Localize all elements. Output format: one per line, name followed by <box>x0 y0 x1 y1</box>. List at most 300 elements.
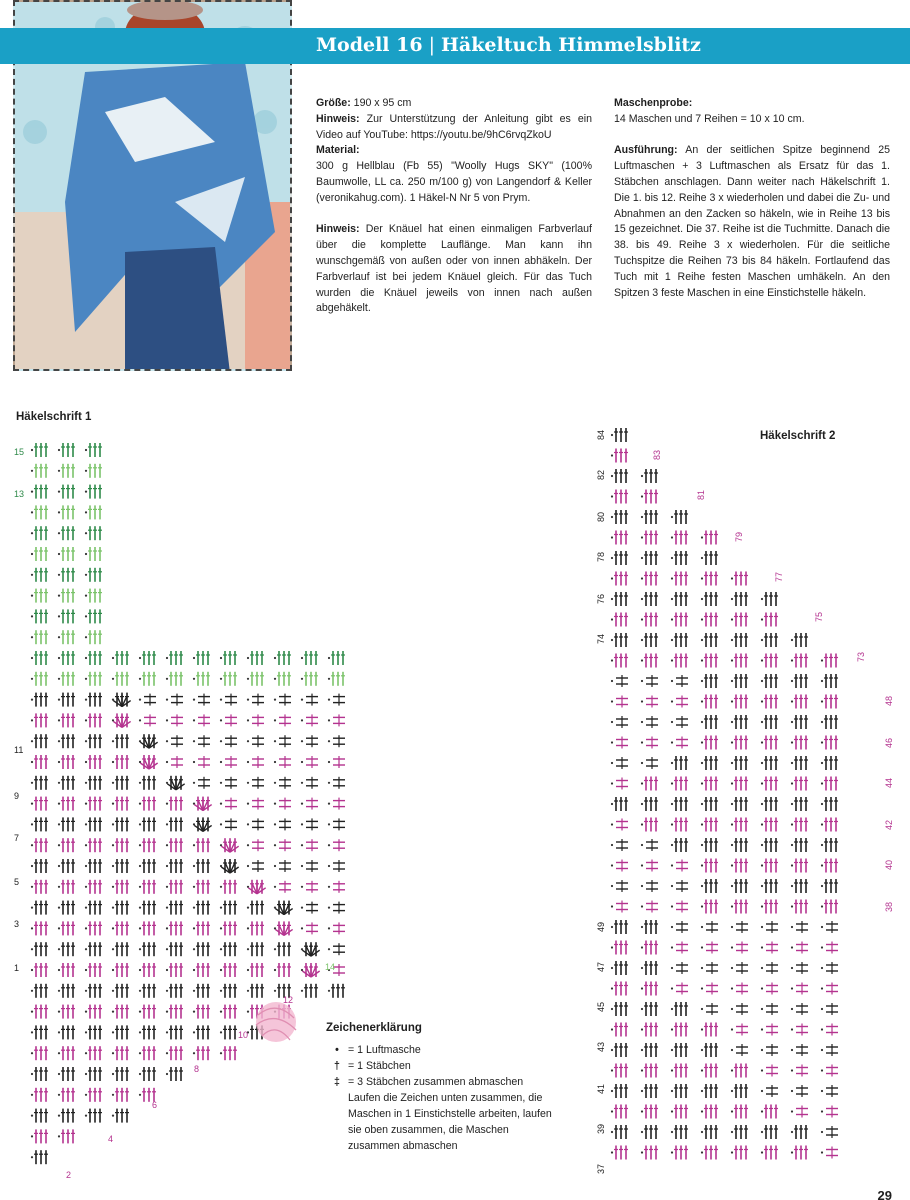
chain-dot <box>193 969 195 971</box>
chain-dot <box>761 1008 763 1010</box>
chain-dot <box>641 823 643 825</box>
chain-dot <box>31 1011 33 1013</box>
chain-dot <box>731 967 733 969</box>
chain-dot <box>301 907 303 909</box>
chain-dot <box>274 803 276 805</box>
chain-dot <box>58 595 60 597</box>
chain-dot <box>85 907 87 909</box>
page-title: Modell 16 | Häkeltuch Himmelsblitz <box>316 34 701 56</box>
chain-dot <box>31 699 33 701</box>
chain-dot <box>641 885 643 887</box>
chain-dot <box>328 678 330 680</box>
chain-dot <box>731 946 733 948</box>
chain-dot <box>671 1049 673 1051</box>
chain-dot <box>761 926 763 928</box>
chain-dot <box>166 990 168 992</box>
row-label: 1 <box>14 963 20 973</box>
chain-dot <box>641 1069 643 1071</box>
chain-dot <box>139 907 141 909</box>
chain-dot <box>821 864 823 866</box>
chain-dot <box>671 967 673 969</box>
chain-dot <box>611 967 613 969</box>
row-label: 78 <box>596 551 606 562</box>
chain-dot <box>220 969 222 971</box>
chain-dot <box>641 1090 643 1092</box>
chain-dot <box>220 927 222 929</box>
chain-dot <box>220 740 222 742</box>
row-label: 15 <box>14 447 25 457</box>
chain-dot <box>641 639 643 641</box>
chain-dot <box>58 761 60 763</box>
chain-dot <box>58 1094 60 1096</box>
chain-dot <box>139 657 141 659</box>
chain-dot <box>641 495 643 497</box>
chain-dot <box>58 470 60 472</box>
chain-dot <box>701 1151 703 1153</box>
chain-dot <box>58 678 60 680</box>
chain-dot <box>671 1028 673 1030</box>
chain-dot <box>31 761 33 763</box>
chain-dot <box>31 553 33 555</box>
chain-dot <box>112 761 114 763</box>
row-label: 84 <box>596 429 606 440</box>
chain-dot <box>701 536 703 538</box>
chain-dot <box>611 1069 613 1071</box>
chain-dot <box>139 1052 141 1054</box>
chain-dot <box>166 1073 168 1075</box>
chain-dot <box>31 636 33 638</box>
chain-dot <box>731 741 733 743</box>
row-label: 40 <box>884 859 894 870</box>
chain-dot <box>611 946 613 948</box>
chain-dot <box>671 864 673 866</box>
chain-dot <box>31 782 33 784</box>
chain-dot <box>641 475 643 477</box>
chain-dot <box>139 1011 141 1013</box>
chain-dot <box>821 700 823 702</box>
chain-dot <box>671 844 673 846</box>
chain-dot <box>731 598 733 600</box>
chain-dot <box>731 639 733 641</box>
chain-dot <box>701 557 703 559</box>
chain-dot <box>611 1028 613 1030</box>
chain-dot <box>112 865 114 867</box>
chain-dot <box>611 659 613 661</box>
chain-dot <box>193 886 195 888</box>
chain-dot <box>112 1011 114 1013</box>
chain-dot <box>58 782 60 784</box>
chain-dot <box>611 762 613 764</box>
chain-dot <box>731 577 733 579</box>
chain-dot <box>731 700 733 702</box>
chain-dot <box>821 1069 823 1071</box>
chain-dot <box>31 823 33 825</box>
chain-dot <box>166 740 168 742</box>
chain-dot <box>58 491 60 493</box>
chain-dot <box>641 782 643 784</box>
chain-dot <box>328 844 330 846</box>
chain-dot <box>671 1151 673 1153</box>
chain-dot <box>112 990 114 992</box>
chain-dot <box>85 1052 87 1054</box>
chain-dot <box>701 946 703 948</box>
chain-dot <box>731 762 733 764</box>
chain-dot <box>166 948 168 950</box>
row-label: 6 <box>152 1100 158 1110</box>
chain-dot <box>821 823 823 825</box>
chain-dot <box>821 680 823 682</box>
chain-dot <box>328 719 330 721</box>
chain-dot <box>31 657 33 659</box>
chain-dot <box>274 948 276 950</box>
chain-dot <box>274 823 276 825</box>
chain-dot <box>58 699 60 701</box>
chain-dot <box>731 885 733 887</box>
chain-dot <box>761 905 763 907</box>
chain-dot <box>193 1052 195 1054</box>
chain-dot <box>247 948 249 950</box>
chain-dot <box>641 1131 643 1133</box>
chain-dot <box>611 844 613 846</box>
chain-dot <box>761 1090 763 1092</box>
chain-dot <box>701 618 703 620</box>
chain-dot <box>166 761 168 763</box>
cluster-stitch-icon: ‡ <box>334 1076 340 1088</box>
chain-dot <box>139 990 141 992</box>
chain-dot <box>761 1131 763 1133</box>
chain-dot <box>193 678 195 680</box>
chain-dot <box>139 1073 141 1075</box>
chain-dot <box>139 1031 141 1033</box>
chain-dot <box>85 615 87 617</box>
chain-dot <box>701 1028 703 1030</box>
chain-dot <box>671 680 673 682</box>
chain-dot <box>791 1090 793 1092</box>
chain-dot <box>301 699 303 701</box>
chain-dot <box>641 762 643 764</box>
chain-dot <box>247 657 249 659</box>
chain-dot <box>791 680 793 682</box>
chain-dot <box>611 1151 613 1153</box>
chain-dot <box>112 969 114 971</box>
chain-dot <box>112 927 114 929</box>
chain-dot <box>731 1049 733 1051</box>
chain-dot <box>641 987 643 989</box>
chain-dot <box>701 782 703 784</box>
execution-text: An der seitlichen Spitze beginnend 25 Luftmaschen + 3 Luftmaschen als Ersatz für das 1. Stäbchen anschlagen. Dann weiter nach Häkelschrift 1. Die 1. bis 12. Reihe 3 x wiederholen und dabei die Zu- und Abnahmen an den Zacken so häkeln, wie in Reihe 13 bis 15 gezeichnet. Die 37. Reihe ist die Tuchmitte. Danach die 38. bis 49. Reihe 3 x wiederholen. Für die seitliche Tuchspitze die Reihen 73 bis 84 häkeln. Fortlaufend das Tuch mit 1 Reihe festen Maschen umhäkeln. An den Spitzen 3 feste Maschen in eine Einstichstelle häkeln. <box>614 144 890 299</box>
chain-dot <box>821 926 823 928</box>
chain-dot <box>85 511 87 513</box>
chain-dot <box>220 1031 222 1033</box>
chain-dot <box>31 907 33 909</box>
chain-dot <box>85 1031 87 1033</box>
chain-dot <box>821 1131 823 1133</box>
chain-dot <box>58 1073 60 1075</box>
chain-dot <box>139 699 141 701</box>
chain-dot <box>31 740 33 742</box>
row-label: 39 <box>596 1123 606 1134</box>
chain-dot <box>641 659 643 661</box>
chain-dot <box>761 967 763 969</box>
chain-dot <box>731 1151 733 1153</box>
chain-dot <box>701 844 703 846</box>
chain-dot <box>31 865 33 867</box>
chain-dot <box>274 678 276 680</box>
chain-dot <box>31 615 33 617</box>
chain-dot <box>641 844 643 846</box>
chain-dot <box>791 967 793 969</box>
chain-dot <box>274 761 276 763</box>
chain-dot <box>611 516 613 518</box>
chain-dot <box>791 885 793 887</box>
chain-dot <box>31 948 33 950</box>
chain-dot <box>85 948 87 950</box>
chain-dot <box>731 659 733 661</box>
chain-dot <box>641 864 643 866</box>
chain-dot <box>31 1073 33 1075</box>
chain-dot <box>671 1090 673 1092</box>
chain-dot <box>31 574 33 576</box>
chain-dot <box>112 844 114 846</box>
chain-dot <box>274 782 276 784</box>
chain-dot <box>791 782 793 784</box>
video-hint-label: Hinweis: <box>316 112 360 125</box>
chain-dot <box>31 595 33 597</box>
chain-dot <box>791 700 793 702</box>
chain-dot <box>220 823 222 825</box>
row-label: 80 <box>596 511 606 522</box>
chain-dot <box>761 762 763 764</box>
chain-dot <box>641 905 643 907</box>
chain-dot <box>31 678 33 680</box>
chain-dot <box>641 618 643 620</box>
chain-dot <box>193 719 195 721</box>
chain-dot <box>166 969 168 971</box>
chain-dot <box>761 1110 763 1112</box>
chain-dot <box>166 927 168 929</box>
chain-dot <box>220 907 222 909</box>
chain-dot <box>247 990 249 992</box>
chain-dot <box>31 470 33 472</box>
row-label: 5 <box>14 877 20 887</box>
chain-dot <box>731 844 733 846</box>
chain-dot <box>761 823 763 825</box>
chain-dot <box>701 680 703 682</box>
chain-dot <box>85 574 87 576</box>
chain-dot <box>112 948 114 950</box>
chain-dot <box>611 1008 613 1010</box>
chain-dot <box>247 803 249 805</box>
chain-dot <box>791 864 793 866</box>
chain-dot <box>791 741 793 743</box>
chain-dot <box>31 927 33 929</box>
chain-dot <box>58 574 60 576</box>
chain-dot <box>671 577 673 579</box>
chain-dot <box>761 844 763 846</box>
chain-dot <box>166 803 168 805</box>
chain-dot <box>166 1031 168 1033</box>
chain-dot <box>274 699 276 701</box>
chain-dot <box>193 948 195 950</box>
chain-dot <box>791 1110 793 1112</box>
chain-dot <box>31 449 33 451</box>
model-number: Modell 16 <box>316 34 423 56</box>
chain-dot <box>112 823 114 825</box>
chain-dot <box>671 700 673 702</box>
chain-dot <box>31 511 33 513</box>
symbol-legend <box>326 1020 556 1154</box>
chain-dot <box>139 969 141 971</box>
chain-dot <box>247 823 249 825</box>
chain-dot <box>220 719 222 721</box>
chain-dot <box>791 905 793 907</box>
chain-dot <box>247 969 249 971</box>
chain-dot <box>58 532 60 534</box>
chain-dot <box>247 865 249 867</box>
chain-dot <box>701 905 703 907</box>
chain-dot <box>220 678 222 680</box>
chain-dot <box>328 990 330 992</box>
chain-dot <box>701 1110 703 1112</box>
chain-dot <box>731 782 733 784</box>
chain-dot <box>166 1052 168 1054</box>
chain-dot <box>701 823 703 825</box>
chain-dot <box>328 740 330 742</box>
chain-dot <box>58 449 60 451</box>
chain-dot <box>701 741 703 743</box>
chain-dot <box>112 1115 114 1117</box>
chain-dot <box>701 803 703 805</box>
chain-dot <box>671 536 673 538</box>
chain-dot <box>31 969 33 971</box>
chain-dot <box>821 987 823 989</box>
chain-dot <box>85 1011 87 1013</box>
chain-dot <box>761 639 763 641</box>
row-label: 77 <box>774 571 784 582</box>
chain-dot <box>611 905 613 907</box>
chain-dot <box>611 823 613 825</box>
chain-dot <box>301 719 303 721</box>
chain-dot <box>274 990 276 992</box>
chain-dot <box>731 680 733 682</box>
chain-dot <box>31 1156 33 1158</box>
chain-dot <box>731 987 733 989</box>
row-label: 10 <box>238 1030 249 1040</box>
material-label: Material: <box>316 144 360 157</box>
chain-dot <box>220 782 222 784</box>
gauge-value: 14 Maschen und 7 Reihen = 10 x 10 cm. <box>614 112 805 125</box>
chain-dot <box>31 532 33 534</box>
chain-dot <box>85 782 87 784</box>
row-label: 79 <box>734 531 744 542</box>
chain-dot <box>791 1049 793 1051</box>
chain-dot <box>328 761 330 763</box>
chain-dot <box>791 946 793 948</box>
chain-dot <box>247 761 249 763</box>
chain-dot <box>247 1011 249 1013</box>
row-label: 46 <box>884 737 894 748</box>
legend-title: Zeichenerklärung <box>326 1022 422 1034</box>
chain-dot <box>671 926 673 928</box>
chain-dot <box>641 598 643 600</box>
row-label: 81 <box>696 489 706 500</box>
chain-dot <box>821 762 823 764</box>
chain-dot <box>611 864 613 866</box>
row-label: 76 <box>596 593 606 604</box>
chain-dot <box>328 657 330 659</box>
chain-dot <box>139 865 141 867</box>
chain-dot <box>85 553 87 555</box>
chain-dot <box>220 1052 222 1054</box>
chain-dot <box>85 761 87 763</box>
chain-dot <box>301 740 303 742</box>
chain-dot <box>31 1052 33 1054</box>
chain-dot <box>31 1031 33 1033</box>
chain-dot <box>761 618 763 620</box>
chain-dot <box>821 885 823 887</box>
chain-dot <box>85 719 87 721</box>
chain-dot <box>166 844 168 846</box>
chain-dot <box>112 740 114 742</box>
chain-dot <box>671 741 673 743</box>
chain-dot <box>671 1008 673 1010</box>
chain-dot <box>31 719 33 721</box>
row-label: 4 <box>108 1134 114 1144</box>
chain-dot <box>58 907 60 909</box>
chain-dot <box>85 636 87 638</box>
row-label: 11 <box>14 745 24 755</box>
chain-dot <box>761 803 763 805</box>
row-label: 9 <box>14 791 20 801</box>
chain-dot <box>671 762 673 764</box>
chain-dot <box>220 761 222 763</box>
chain-dot <box>641 1008 643 1010</box>
chain-dot <box>112 782 114 784</box>
row-label: 37 <box>596 1163 606 1174</box>
chain-dot <box>671 823 673 825</box>
chain-dot <box>301 761 303 763</box>
chain-dot <box>166 657 168 659</box>
chain-dot <box>193 740 195 742</box>
chain-dot <box>112 1073 114 1075</box>
chain-dot <box>166 699 168 701</box>
video-hint-text: Zur Unterstützung der Anleitung gibt es ein Video auf YouTube: https://youtu.be/9hC6rvqZkoU <box>316 112 592 141</box>
chain-dot <box>731 1008 733 1010</box>
chain-dot <box>85 823 87 825</box>
chain-dot <box>166 865 168 867</box>
chain-dot <box>112 657 114 659</box>
chain-dot <box>821 1110 823 1112</box>
chain-dot <box>701 577 703 579</box>
chain-dot <box>821 741 823 743</box>
chain-dot <box>701 1131 703 1133</box>
chain-dot <box>85 927 87 929</box>
chain-dot <box>671 557 673 559</box>
chain-dot <box>611 639 613 641</box>
chain-dot <box>85 657 87 659</box>
chain-dot <box>791 1131 793 1133</box>
chain-dot <box>328 782 330 784</box>
chain-dot <box>193 907 195 909</box>
chain-dot <box>301 886 303 888</box>
chain-dot <box>328 907 330 909</box>
chain-dot <box>85 844 87 846</box>
chain-dot <box>58 1011 60 1013</box>
chain-dot <box>85 699 87 701</box>
chain-dot <box>58 948 60 950</box>
chain-dot <box>58 886 60 888</box>
chain-dot <box>220 990 222 992</box>
